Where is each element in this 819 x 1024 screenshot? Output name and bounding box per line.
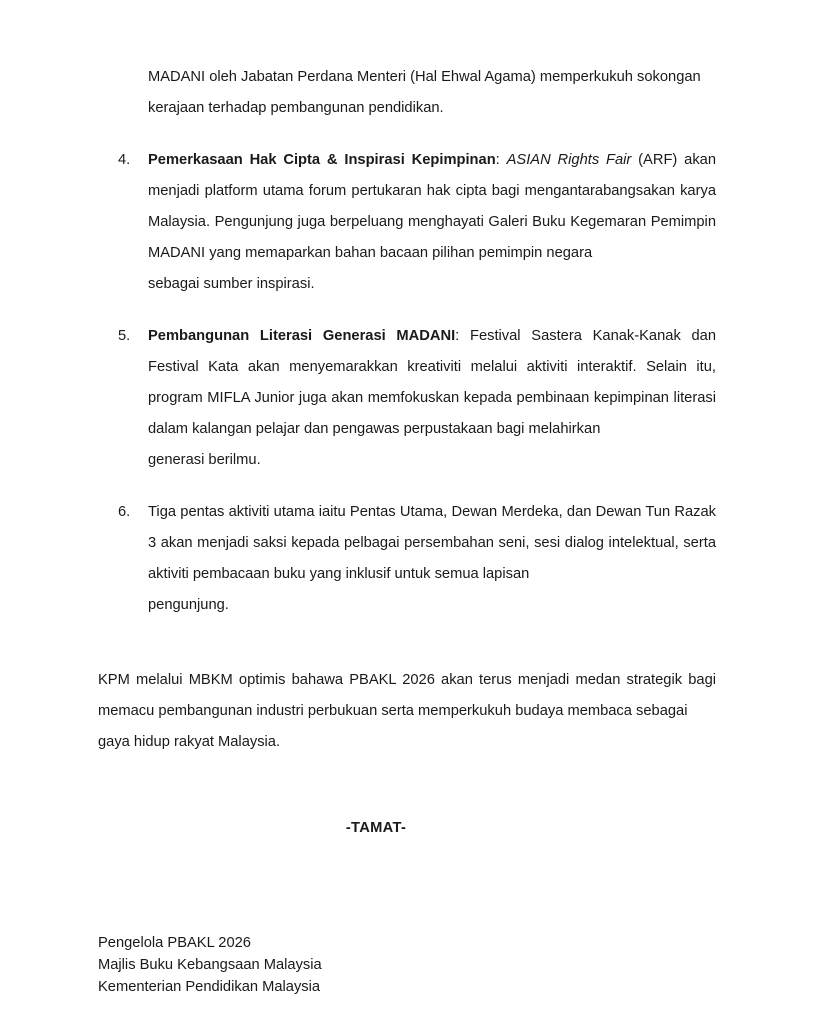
list-item-separator: : xyxy=(495,152,507,168)
list-item-number: 5. xyxy=(118,328,131,344)
list-item xyxy=(96,145,716,300)
continuation-paragraph-lastline: kerajaan terhadap pembangunan pendidikan. xyxy=(148,100,444,116)
numbered-list xyxy=(96,145,716,621)
signoff-line-1: Pengelola PBAKL 2026 xyxy=(98,935,251,951)
continuation-paragraph-text: MADANI oleh Jabatan Perdana Menteri (Hal Ehwal Agama) memperkukuh sokongan xyxy=(148,69,701,85)
list-item-number: 6. xyxy=(118,504,131,520)
signoff-line-2: Majlis Buku Kebangsaan Malaysia xyxy=(98,957,322,973)
list-item-body: Festival Sastera Kanak-Kanak dan Festival Kata akan menyemarakkan kreativiti melalui aktiviti interaktif. Selain itu, program MIFLA Junior juga akan memfokuskan kepada pembinaan kepimpinan literasi dalam kalangan pelajar dan pengawas perpustakaan bagi melahirkan xyxy=(148,328,716,437)
list-item-lastline: pengunjung. xyxy=(148,597,229,613)
list-item xyxy=(96,497,716,621)
signoff-line-3: Kementerian Pendidikan Malaysia xyxy=(98,979,321,995)
list-item-italic: ASIAN Rights Fair xyxy=(506,152,632,168)
list-item-lead: Pembangunan Literasi Generasi MADANI xyxy=(148,328,456,344)
list-item-body: (ARF) akan menjadi platform utama forum pertukaran hak cipta bagi mengantarabangsakan karya Malaysia. Pengunjung juga berpeluang menghayati Galeri Buku Kegemaran Pemimpin MADANI yang memaparkan bahan bacaan pilihan pemimpin negara xyxy=(148,152,717,261)
document-body xyxy=(96,62,716,998)
list-item-body: Tiga pentas aktiviti utama iaitu Pentas Utama, Dewan Merdeka, dan Dewan Tun Razak 3 akan menjadi saksi kepada pelbagai persembahan seni, sesi dialog intelektual, serta aktiviti pembacaan buku yang inklusif untuk semua lapisan xyxy=(148,504,716,582)
list-item-separator: : xyxy=(455,328,470,344)
closing-paragraph-lastline: gaya hidup rakyat Malaysia. xyxy=(98,734,281,750)
list-item-lastline: generasi berilmu. xyxy=(148,452,261,468)
signoff-block xyxy=(96,932,716,998)
closing-paragraph xyxy=(96,665,716,758)
list-item-number: 4. xyxy=(118,152,131,168)
end-marker: -TAMAT- xyxy=(345,820,407,836)
continuation-paragraph xyxy=(96,62,716,124)
list-item-lastline: sebagai sumber inspirasi. xyxy=(148,276,315,292)
list-item xyxy=(96,321,716,476)
closing-paragraph-text: KPM melalui MBKM optimis bahawa PBAKL 2026 akan terus menjadi medan strategik bagi memacu pembangunan industri perbukuan serta memperkukuh budaya membaca sebagai xyxy=(98,672,716,719)
list-item-lead: Pemerkasaan Hak Cipta & Inspirasi Kepimpinan xyxy=(148,152,496,168)
